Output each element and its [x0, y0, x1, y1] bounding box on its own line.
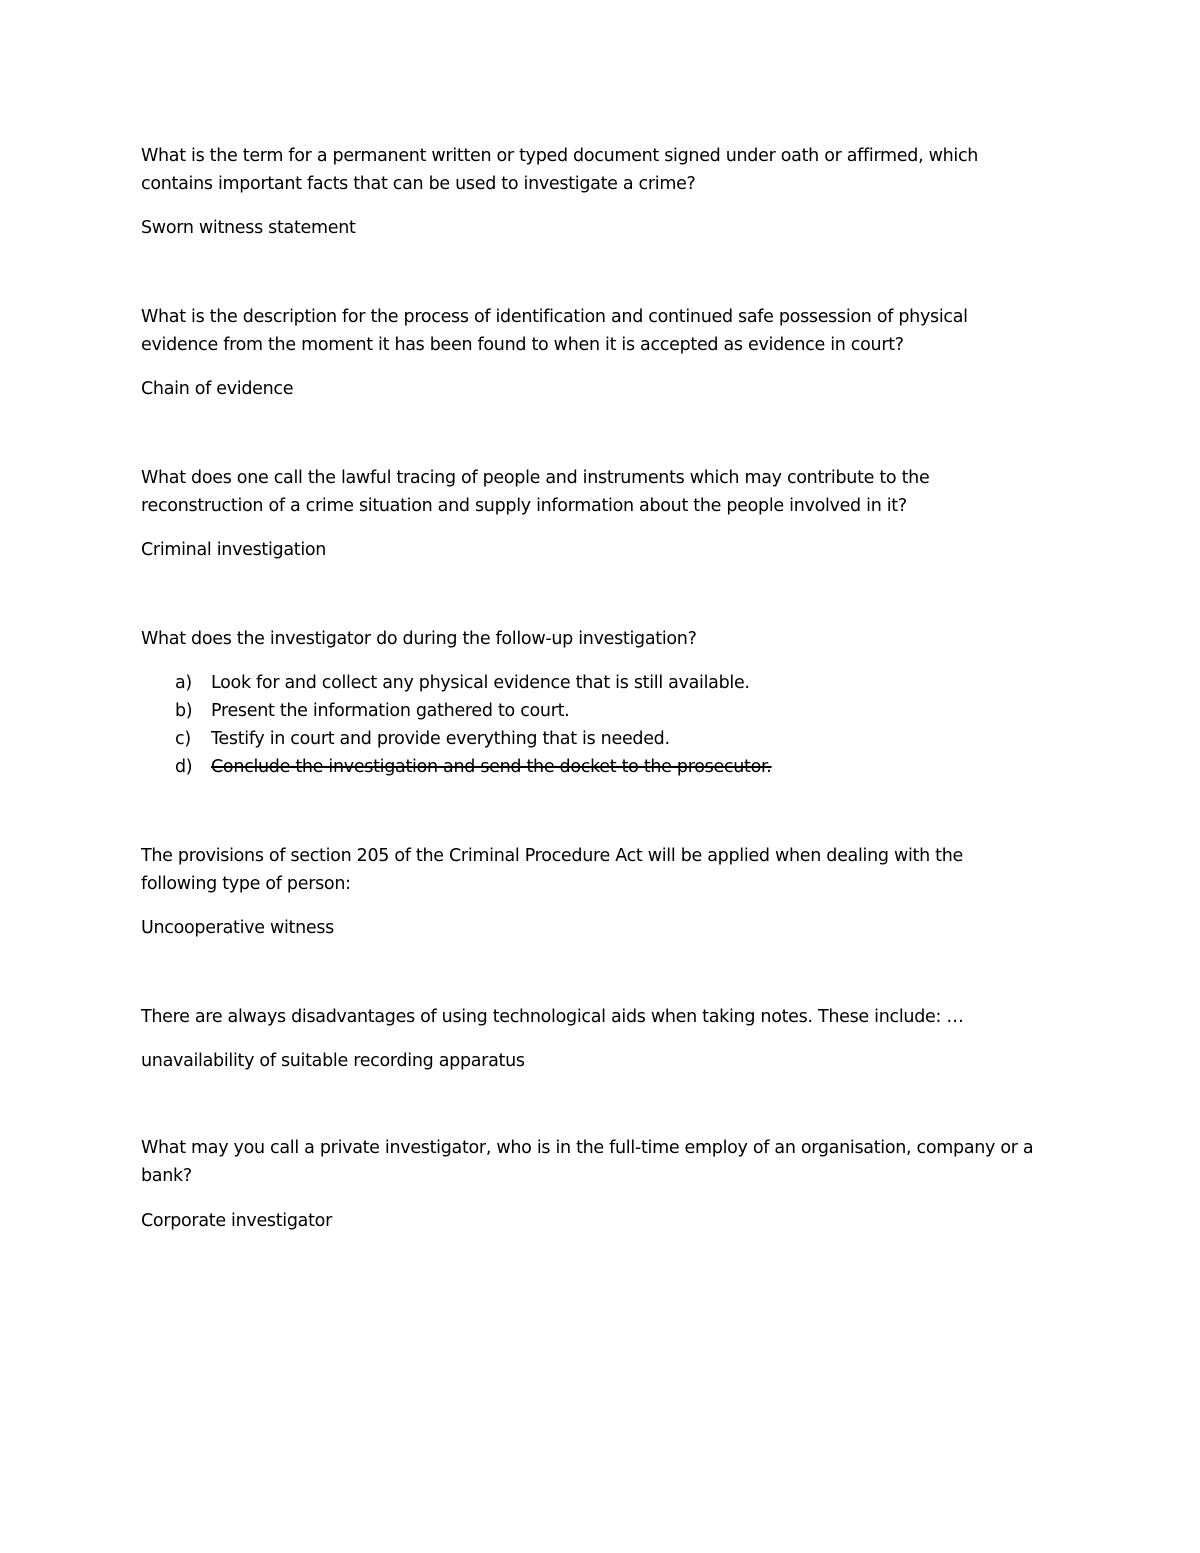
answer-2: Chain of evidence [141, 379, 294, 399]
option-d-marker: d) [175, 757, 193, 777]
question-4-line-1: What does the investigator do during the follow-up investigation? [141, 629, 697, 649]
option-a [175, 672, 750, 694]
question-6-line-1: There are always disadvantages of using technological aids when taking notes. These include: … [141, 1007, 964, 1027]
option-a-marker: a) [175, 673, 192, 693]
option-b-text: Present the information gathered to court. [211, 701, 570, 721]
answer-6: unavailability of suitable recording apparatus [141, 1051, 525, 1071]
question-3-line-2: reconstruction of a crime situation and supply information about the people involved in it? [141, 496, 907, 516]
answer-1: Sworn witness statement [141, 218, 356, 238]
question-1-line-1: What is the term for a permanent written or typed document signed under oath or affirmed, which [141, 146, 979, 166]
option-c [175, 728, 670, 750]
question-2-line-1: What is the description for the process of identification and continued safe possession of physical [141, 307, 968, 327]
question-5-line-1: The provisions of section 205 of the Criminal Procedure Act will be applied when dealing with the [141, 846, 963, 866]
option-b [175, 700, 569, 722]
option-c-text: Testify in court and provide everything that is needed. [211, 729, 670, 749]
option-c-marker: c) [175, 729, 191, 749]
option-a-text: Look for and collect any physical evidence that is still available. [211, 673, 750, 693]
question-3-line-1: What does one call the lawful tracing of people and instruments which may contribute to the [141, 468, 930, 488]
answer-3: Criminal investigation [141, 540, 327, 560]
question-2-line-2: evidence from the moment it has been found to when it is accepted as evidence in court? [141, 335, 904, 355]
option-d-struck [175, 756, 772, 778]
question-7-line-1: What may you call a private investigator, who is in the full-time employ of an organisation, company or a [141, 1138, 1034, 1158]
answer-7: Corporate investigator [141, 1211, 332, 1231]
question-7-line-2: bank? [141, 1166, 192, 1186]
question-5-line-2: following type of person: [141, 874, 351, 894]
option-b-marker: b) [175, 701, 193, 721]
option-d-text: Conclude the investigation and send the docket to the prosecutor. [211, 757, 772, 777]
question-1-line-2: contains important facts that can be used to investigate a crime? [141, 174, 696, 194]
answer-5: Uncooperative witness [141, 918, 334, 938]
